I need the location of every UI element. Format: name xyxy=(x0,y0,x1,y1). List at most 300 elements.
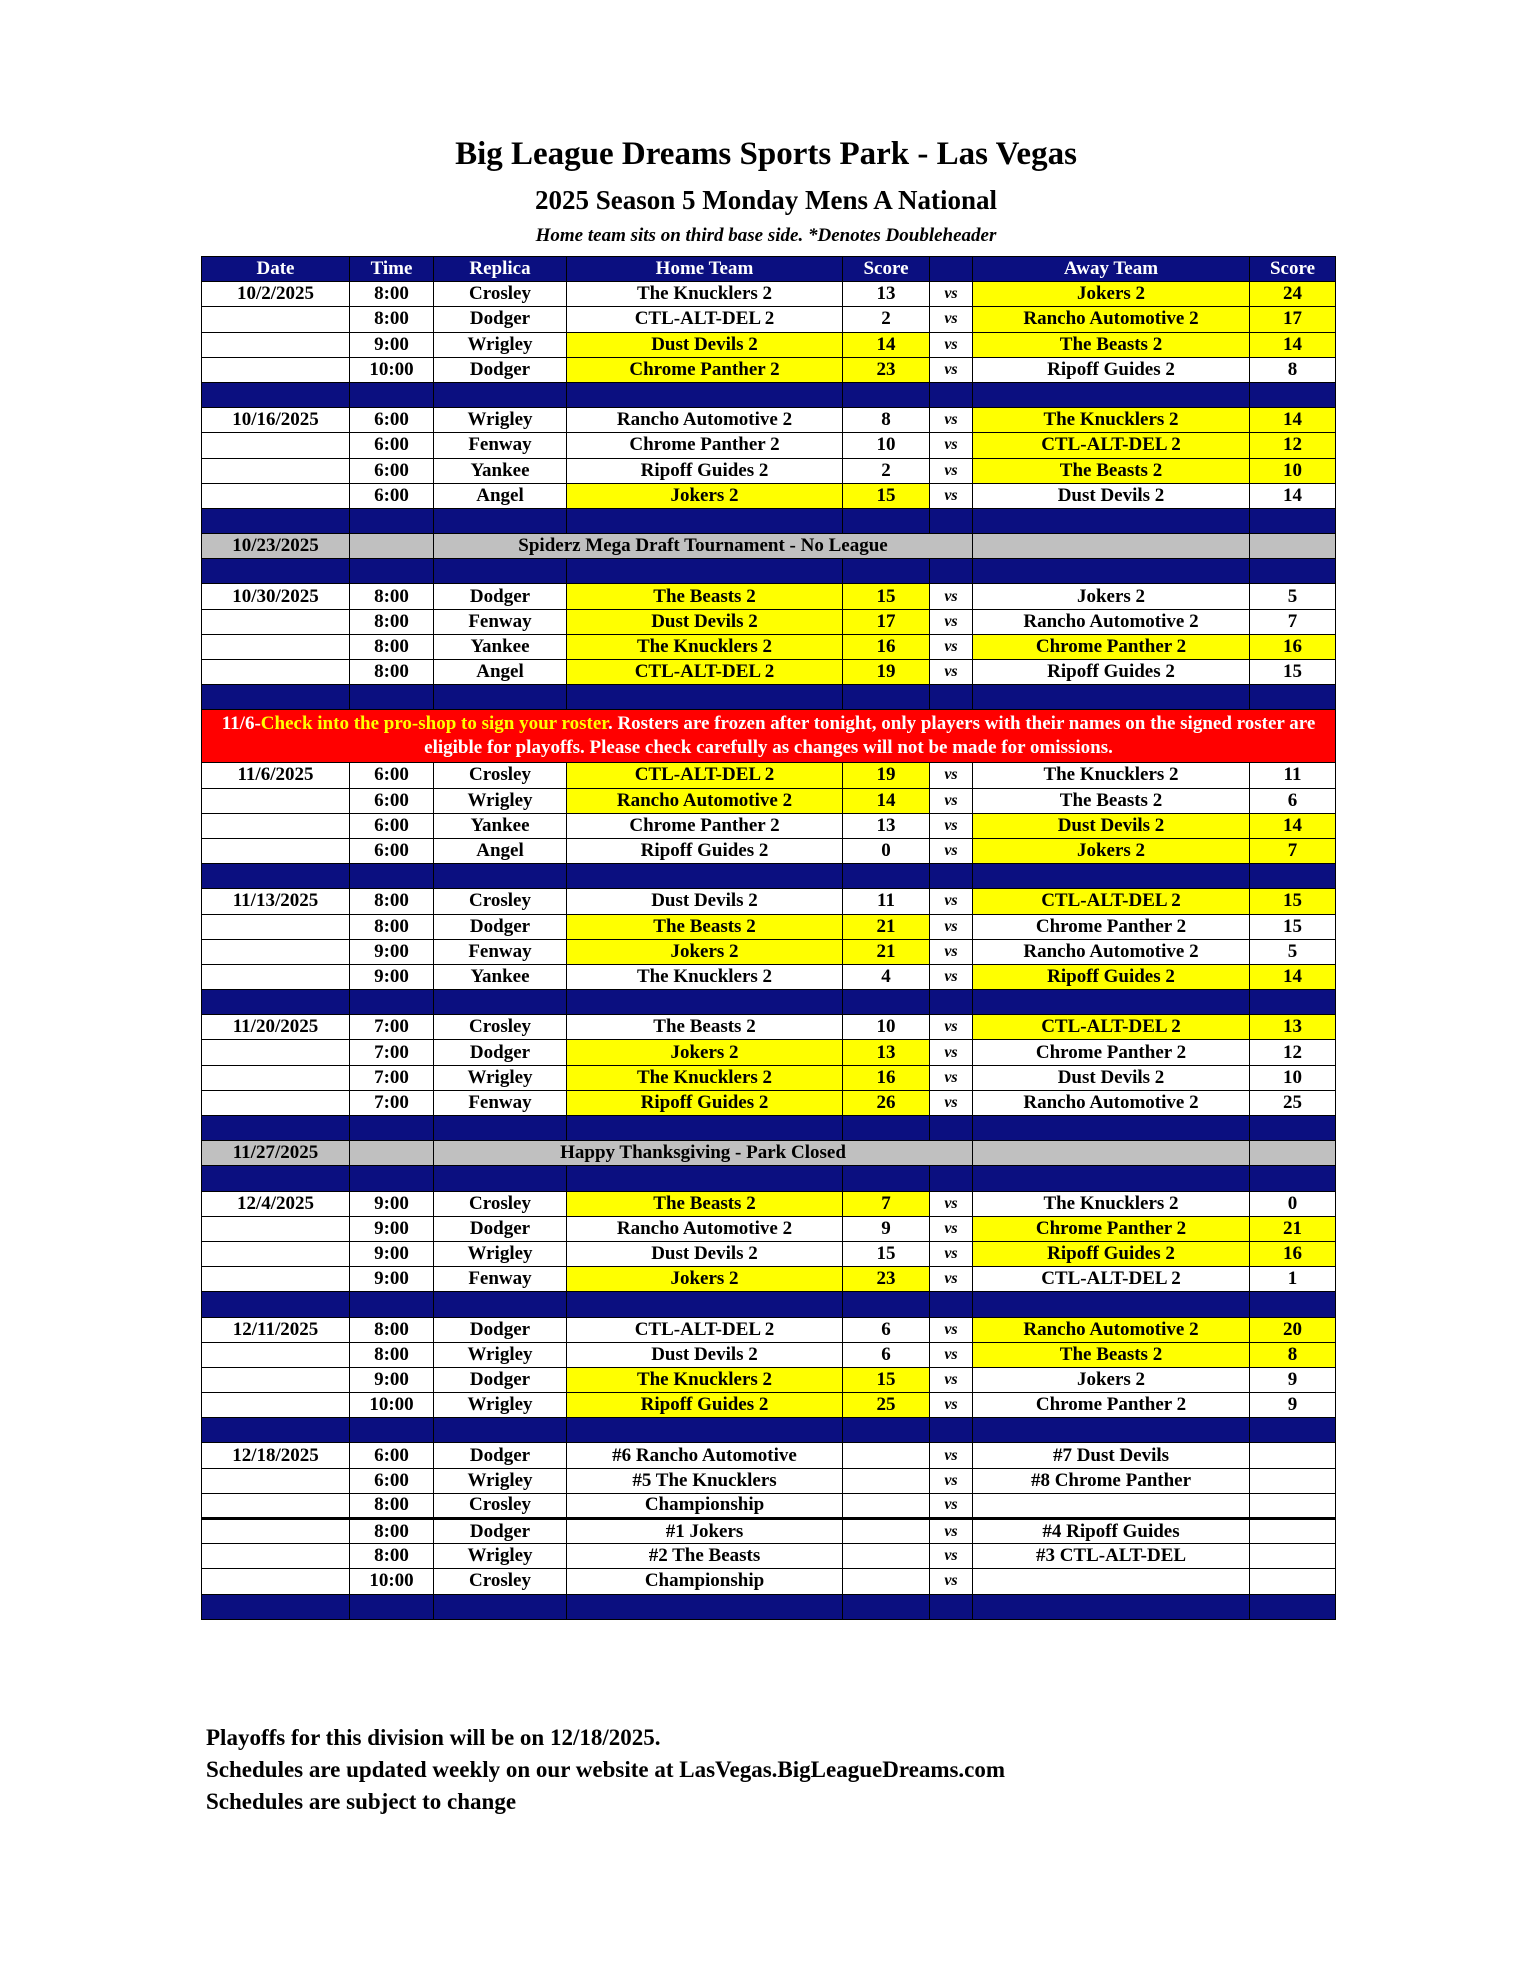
game-date xyxy=(202,609,350,634)
game-time: 8:00 xyxy=(350,634,434,659)
vs-label: vs xyxy=(930,1090,973,1115)
week-separator-row xyxy=(202,990,1336,1015)
away-score: 6 xyxy=(1250,788,1336,813)
game-time: 7:00 xyxy=(350,1015,434,1040)
home-score: 17 xyxy=(843,609,930,634)
away-team: Ripoff Guides 2 xyxy=(973,660,1250,685)
game-row xyxy=(202,813,1336,838)
home-score xyxy=(843,1519,930,1544)
away-team: The Beasts 2 xyxy=(973,788,1250,813)
vs-label: vs xyxy=(930,838,973,863)
game-row xyxy=(202,660,1336,685)
away-score: 20 xyxy=(1250,1317,1336,1342)
vs-label: vs xyxy=(930,458,973,483)
home-score: 23 xyxy=(843,1267,930,1292)
separator-cell xyxy=(350,990,434,1015)
away-team: Chrome Panther 2 xyxy=(973,914,1250,939)
separator-cell xyxy=(930,1292,973,1317)
schedule-body xyxy=(202,282,1336,1620)
header-time: Time xyxy=(350,257,434,282)
separator-cell xyxy=(434,1418,567,1443)
separator-cell xyxy=(930,990,973,1015)
game-row xyxy=(202,838,1336,863)
away-team: Rancho Automotive 2 xyxy=(973,1090,1250,1115)
away-team: The Knucklers 2 xyxy=(973,763,1250,788)
away-team: The Beasts 2 xyxy=(973,1342,1250,1367)
week-separator-row xyxy=(202,1166,1336,1191)
home-team: #2 The Beasts xyxy=(567,1544,843,1569)
home-team: The Knucklers 2 xyxy=(567,964,843,989)
game-time: 10:00 xyxy=(350,1569,434,1594)
game-row xyxy=(202,914,1336,939)
game-time: 6:00 xyxy=(350,788,434,813)
home-team: Rancho Automotive 2 xyxy=(567,1216,843,1241)
game-time: 9:00 xyxy=(350,1191,434,1216)
game-row xyxy=(202,1015,1336,1040)
separator-cell xyxy=(350,1292,434,1317)
separator-cell xyxy=(843,1166,930,1191)
separator-cell xyxy=(202,1166,350,1191)
separator-cell xyxy=(202,1418,350,1443)
header-home-score: Score xyxy=(843,257,930,282)
notice-body: . Rosters are frozen after tonight, only players with their names on the signed roster are eligible for playoffs. Please check carefully as changes will not be made for omissions. xyxy=(424,713,1316,759)
home-team: Jokers 2 xyxy=(567,1040,843,1065)
game-row xyxy=(202,1241,1336,1266)
game-field: Fenway xyxy=(434,609,567,634)
game-row xyxy=(202,609,1336,634)
game-date xyxy=(202,1241,350,1266)
game-date xyxy=(202,1216,350,1241)
game-time: 9:00 xyxy=(350,1367,434,1392)
separator-cell xyxy=(973,685,1250,710)
home-team: CTL-ALT-DEL 2 xyxy=(567,763,843,788)
vs-label: vs xyxy=(930,584,973,609)
home-team: #5 The Knucklers xyxy=(567,1468,843,1493)
game-row xyxy=(202,1443,1336,1468)
separator-cell xyxy=(973,1292,1250,1317)
home-team: CTL-ALT-DEL 2 xyxy=(567,1317,843,1342)
game-field: Yankee xyxy=(434,458,567,483)
game-date xyxy=(202,1040,350,1065)
away-score: 15 xyxy=(1250,660,1336,685)
home-score xyxy=(843,1443,930,1468)
vs-label: vs xyxy=(930,1367,973,1392)
away-team: Chrome Panther 2 xyxy=(973,1040,1250,1065)
separator-cell xyxy=(434,1292,567,1317)
game-field: Wrigley xyxy=(434,1342,567,1367)
game-time: 6:00 xyxy=(350,763,434,788)
separator-cell xyxy=(434,864,567,889)
footer-website: Schedules are updated weekly on our website at LasVegas.BigLeagueDreams.com xyxy=(206,1757,1006,1782)
header-away-score: Score xyxy=(1250,257,1336,282)
away-score xyxy=(1250,1493,1336,1518)
game-time: 9:00 xyxy=(350,1241,434,1266)
game-date xyxy=(202,1367,350,1392)
separator-cell xyxy=(434,1166,567,1191)
game-row xyxy=(202,1544,1336,1569)
away-score: 9 xyxy=(1250,1393,1336,1418)
separator-cell xyxy=(567,1116,843,1141)
away-team: Rancho Automotive 2 xyxy=(973,1317,1250,1342)
game-time: 6:00 xyxy=(350,408,434,433)
week-separator-row xyxy=(202,1292,1336,1317)
home-score xyxy=(843,1493,930,1518)
separator-cell xyxy=(1250,382,1336,407)
away-score: 9 xyxy=(1250,1367,1336,1392)
footer-disclaimer: Schedules are subject to change xyxy=(206,1789,517,1814)
vs-label: vs xyxy=(930,332,973,357)
vs-label: vs xyxy=(930,1519,973,1544)
separator-cell xyxy=(843,685,930,710)
game-time: 6:00 xyxy=(350,1443,434,1468)
separator-cell xyxy=(1250,864,1336,889)
vs-label: vs xyxy=(930,1065,973,1090)
game-field: Fenway xyxy=(434,1267,567,1292)
home-team: The Beasts 2 xyxy=(567,1015,843,1040)
home-score: 16 xyxy=(843,634,930,659)
game-row xyxy=(202,1090,1336,1115)
home-score: 15 xyxy=(843,584,930,609)
separator-cell xyxy=(843,864,930,889)
away-team: Chrome Panther 2 xyxy=(973,1393,1250,1418)
game-time: 8:00 xyxy=(350,1342,434,1367)
vs-label: vs xyxy=(930,408,973,433)
separator-cell xyxy=(567,990,843,1015)
game-time: 8:00 xyxy=(350,1544,434,1569)
game-date xyxy=(202,634,350,659)
away-score: 14 xyxy=(1250,964,1336,989)
game-time: 8:00 xyxy=(350,914,434,939)
vs-label: vs xyxy=(930,357,973,382)
separator-cell xyxy=(1250,1594,1336,1619)
away-team: Jokers 2 xyxy=(973,838,1250,863)
away-score: 5 xyxy=(1250,939,1336,964)
home-team: The Knucklers 2 xyxy=(567,1065,843,1090)
separator-cell xyxy=(843,559,930,584)
separator-cell xyxy=(930,1594,973,1619)
home-score: 9 xyxy=(843,1216,930,1241)
home-team: #1 Jokers xyxy=(567,1519,843,1544)
game-field: Crosley xyxy=(434,282,567,307)
game-date xyxy=(202,1393,350,1418)
separator-cell xyxy=(973,1116,1250,1141)
home-score: 6 xyxy=(843,1342,930,1367)
home-score: 13 xyxy=(843,282,930,307)
home-team: Jokers 2 xyxy=(567,483,843,508)
separator-cell xyxy=(434,1116,567,1141)
home-team: Ripoff Guides 2 xyxy=(567,838,843,863)
game-row xyxy=(202,1267,1336,1292)
away-score: 1 xyxy=(1250,1267,1336,1292)
game-time: 10:00 xyxy=(350,1393,434,1418)
separator-cell xyxy=(930,1166,973,1191)
game-field: Fenway xyxy=(434,433,567,458)
event-text: Happy Thanksgiving - Park Closed xyxy=(434,1141,973,1166)
game-time: 9:00 xyxy=(350,332,434,357)
away-score: 10 xyxy=(1250,1065,1336,1090)
game-field: Dodger xyxy=(434,584,567,609)
separator-cell xyxy=(567,382,843,407)
game-row xyxy=(202,1519,1336,1544)
home-team: Rancho Automotive 2 xyxy=(567,788,843,813)
away-score: 12 xyxy=(1250,433,1336,458)
away-score: 0 xyxy=(1250,1191,1336,1216)
away-team: CTL-ALT-DEL 2 xyxy=(973,889,1250,914)
game-time: 6:00 xyxy=(350,458,434,483)
separator-cell xyxy=(930,508,973,533)
separator-cell xyxy=(350,559,434,584)
separator-cell xyxy=(930,1418,973,1443)
home-score xyxy=(843,1544,930,1569)
notice-highlight: Check into the pro-shop to sign your roster xyxy=(260,713,608,735)
away-score: 15 xyxy=(1250,914,1336,939)
game-row xyxy=(202,1065,1336,1090)
home-score: 15 xyxy=(843,1367,930,1392)
vs-label: vs xyxy=(930,939,973,964)
event-text: Spiderz Mega Draft Tournament - No League xyxy=(434,534,973,559)
away-team: Ripoff Guides 2 xyxy=(973,1241,1250,1266)
away-team: #3 CTL-ALT-DEL xyxy=(973,1544,1250,1569)
game-field: Wrigley xyxy=(434,332,567,357)
game-date xyxy=(202,1493,350,1518)
game-time: 8:00 xyxy=(350,1519,434,1544)
game-field: Fenway xyxy=(434,1090,567,1115)
game-row xyxy=(202,483,1336,508)
separator-cell xyxy=(567,559,843,584)
separator-cell xyxy=(202,990,350,1015)
separator-cell xyxy=(350,1418,434,1443)
away-score: 17 xyxy=(1250,307,1336,332)
vs-label: vs xyxy=(930,1267,973,1292)
separator-cell xyxy=(973,864,1250,889)
game-date xyxy=(202,1544,350,1569)
away-team: Rancho Automotive 2 xyxy=(973,939,1250,964)
game-row xyxy=(202,1216,1336,1241)
game-field: Crosley xyxy=(434,1569,567,1594)
home-score: 2 xyxy=(843,458,930,483)
away-score: 5 xyxy=(1250,584,1336,609)
separator-cell xyxy=(567,685,843,710)
game-date: 12/18/2025 xyxy=(202,1443,350,1468)
away-team: Jokers 2 xyxy=(973,282,1250,307)
game-date xyxy=(202,433,350,458)
game-field: Crosley xyxy=(434,1191,567,1216)
game-date xyxy=(202,483,350,508)
game-row xyxy=(202,1342,1336,1367)
separator-cell xyxy=(350,382,434,407)
vs-label: vs xyxy=(930,914,973,939)
away-team: Rancho Automotive 2 xyxy=(973,609,1250,634)
home-team: Jokers 2 xyxy=(567,1267,843,1292)
vs-label: vs xyxy=(930,433,973,458)
game-time: 6:00 xyxy=(350,838,434,863)
home-team: CTL-ALT-DEL 2 xyxy=(567,307,843,332)
game-time: 6:00 xyxy=(350,483,434,508)
game-date xyxy=(202,939,350,964)
home-team: The Beasts 2 xyxy=(567,584,843,609)
game-date xyxy=(202,307,350,332)
home-score: 25 xyxy=(843,1393,930,1418)
home-score: 2 xyxy=(843,307,930,332)
game-row xyxy=(202,357,1336,382)
separator-cell xyxy=(202,685,350,710)
game-date: 10/2/2025 xyxy=(202,282,350,307)
game-date xyxy=(202,458,350,483)
game-time: 10:00 xyxy=(350,357,434,382)
away-score: 14 xyxy=(1250,813,1336,838)
separator-cell xyxy=(1250,559,1336,584)
separator-cell xyxy=(973,508,1250,533)
away-score: 24 xyxy=(1250,282,1336,307)
game-row xyxy=(202,1191,1336,1216)
game-field: Crosley xyxy=(434,889,567,914)
event-away xyxy=(973,1141,1250,1166)
vs-label: vs xyxy=(930,660,973,685)
game-time: 8:00 xyxy=(350,307,434,332)
home-score xyxy=(843,1468,930,1493)
separator-cell xyxy=(350,1166,434,1191)
vs-label: vs xyxy=(930,1493,973,1518)
separator-cell xyxy=(202,382,350,407)
game-row xyxy=(202,282,1336,307)
separator-cell xyxy=(350,1116,434,1141)
home-score: 21 xyxy=(843,914,930,939)
separator-cell xyxy=(434,990,567,1015)
separator-cell xyxy=(350,685,434,710)
game-time: 8:00 xyxy=(350,660,434,685)
game-field: Angel xyxy=(434,483,567,508)
game-field: Wrigley xyxy=(434,1065,567,1090)
game-date xyxy=(202,1267,350,1292)
away-score: 15 xyxy=(1250,889,1336,914)
game-date xyxy=(202,660,350,685)
separator-cell xyxy=(567,1166,843,1191)
game-field: Dodger xyxy=(434,1443,567,1468)
away-score: 21 xyxy=(1250,1216,1336,1241)
home-score: 14 xyxy=(843,788,930,813)
away-team: The Beasts 2 xyxy=(973,332,1250,357)
week-separator-row xyxy=(202,1594,1336,1619)
game-field: Fenway xyxy=(434,939,567,964)
home-score: 15 xyxy=(843,1241,930,1266)
home-score: 11 xyxy=(843,889,930,914)
vs-label: vs xyxy=(930,1393,973,1418)
game-date xyxy=(202,1342,350,1367)
home-team: Ripoff Guides 2 xyxy=(567,1393,843,1418)
game-field: Crosley xyxy=(434,1493,567,1518)
game-time: 7:00 xyxy=(350,1040,434,1065)
game-field: Dodger xyxy=(434,1367,567,1392)
away-score: 16 xyxy=(1250,634,1336,659)
separator-cell xyxy=(434,685,567,710)
home-team: Championship xyxy=(567,1493,843,1518)
week-separator-row xyxy=(202,382,1336,407)
separator-cell xyxy=(930,864,973,889)
game-field: Dodger xyxy=(434,1216,567,1241)
game-field: Crosley xyxy=(434,763,567,788)
separator-cell xyxy=(202,1116,350,1141)
game-date xyxy=(202,1569,350,1594)
game-time: 8:00 xyxy=(350,1317,434,1342)
footer-playoffs: Playoffs for this division will be on 12/18/2025. xyxy=(206,1725,661,1750)
game-date xyxy=(202,1065,350,1090)
game-row xyxy=(202,307,1336,332)
roster-notice-row xyxy=(202,710,1336,763)
separator-cell xyxy=(973,1166,1250,1191)
away-team: Ripoff Guides 2 xyxy=(973,357,1250,382)
separator-cell xyxy=(202,559,350,584)
home-score: 19 xyxy=(843,660,930,685)
separator-cell xyxy=(567,1418,843,1443)
away-score xyxy=(1250,1443,1336,1468)
week-separator-row xyxy=(202,864,1336,889)
home-team: Ripoff Guides 2 xyxy=(567,458,843,483)
week-separator-row xyxy=(202,1418,1336,1443)
home-score: 13 xyxy=(843,813,930,838)
game-date: 12/11/2025 xyxy=(202,1317,350,1342)
separator-cell xyxy=(567,864,843,889)
home-score xyxy=(843,1569,930,1594)
game-field: Yankee xyxy=(434,634,567,659)
away-team: Chrome Panther 2 xyxy=(973,1216,1250,1241)
separator-cell xyxy=(1250,685,1336,710)
home-team: The Knucklers 2 xyxy=(567,634,843,659)
game-date xyxy=(202,332,350,357)
away-team: #7 Dust Devils xyxy=(973,1443,1250,1468)
game-field: Dodger xyxy=(434,1317,567,1342)
game-time: 6:00 xyxy=(350,813,434,838)
game-row xyxy=(202,408,1336,433)
game-date: 10/30/2025 xyxy=(202,584,350,609)
event-date: 11/27/2025 xyxy=(202,1141,350,1166)
home-score: 26 xyxy=(843,1090,930,1115)
week-separator-row xyxy=(202,508,1336,533)
away-score: 16 xyxy=(1250,1241,1336,1266)
separator-cell xyxy=(350,864,434,889)
separator-cell xyxy=(1250,1292,1336,1317)
separator-cell xyxy=(350,1594,434,1619)
away-score: 25 xyxy=(1250,1090,1336,1115)
game-time: 6:00 xyxy=(350,433,434,458)
home-score: 10 xyxy=(843,1015,930,1040)
separator-cell xyxy=(202,864,350,889)
vs-label: vs xyxy=(930,1317,973,1342)
home-team: The Knucklers 2 xyxy=(567,1367,843,1392)
away-team: Dust Devils 2 xyxy=(973,1065,1250,1090)
home-team: The Beasts 2 xyxy=(567,1191,843,1216)
home-score: 15 xyxy=(843,483,930,508)
away-score: 11 xyxy=(1250,763,1336,788)
away-team: Ripoff Guides 2 xyxy=(973,964,1250,989)
game-time: 8:00 xyxy=(350,282,434,307)
game-row xyxy=(202,584,1336,609)
game-date xyxy=(202,1468,350,1493)
separator-cell xyxy=(1250,990,1336,1015)
game-time: 8:00 xyxy=(350,889,434,914)
game-field: Wrigley xyxy=(434,1393,567,1418)
week-separator-row xyxy=(202,685,1336,710)
away-team: The Knucklers 2 xyxy=(973,1191,1250,1216)
vs-label: vs xyxy=(930,1191,973,1216)
vs-label: vs xyxy=(930,634,973,659)
game-date: 11/13/2025 xyxy=(202,889,350,914)
away-score xyxy=(1250,1569,1336,1594)
game-date xyxy=(202,1090,350,1115)
event-away-score xyxy=(1250,534,1336,559)
game-time: 8:00 xyxy=(350,609,434,634)
separator-cell xyxy=(843,508,930,533)
game-row xyxy=(202,964,1336,989)
